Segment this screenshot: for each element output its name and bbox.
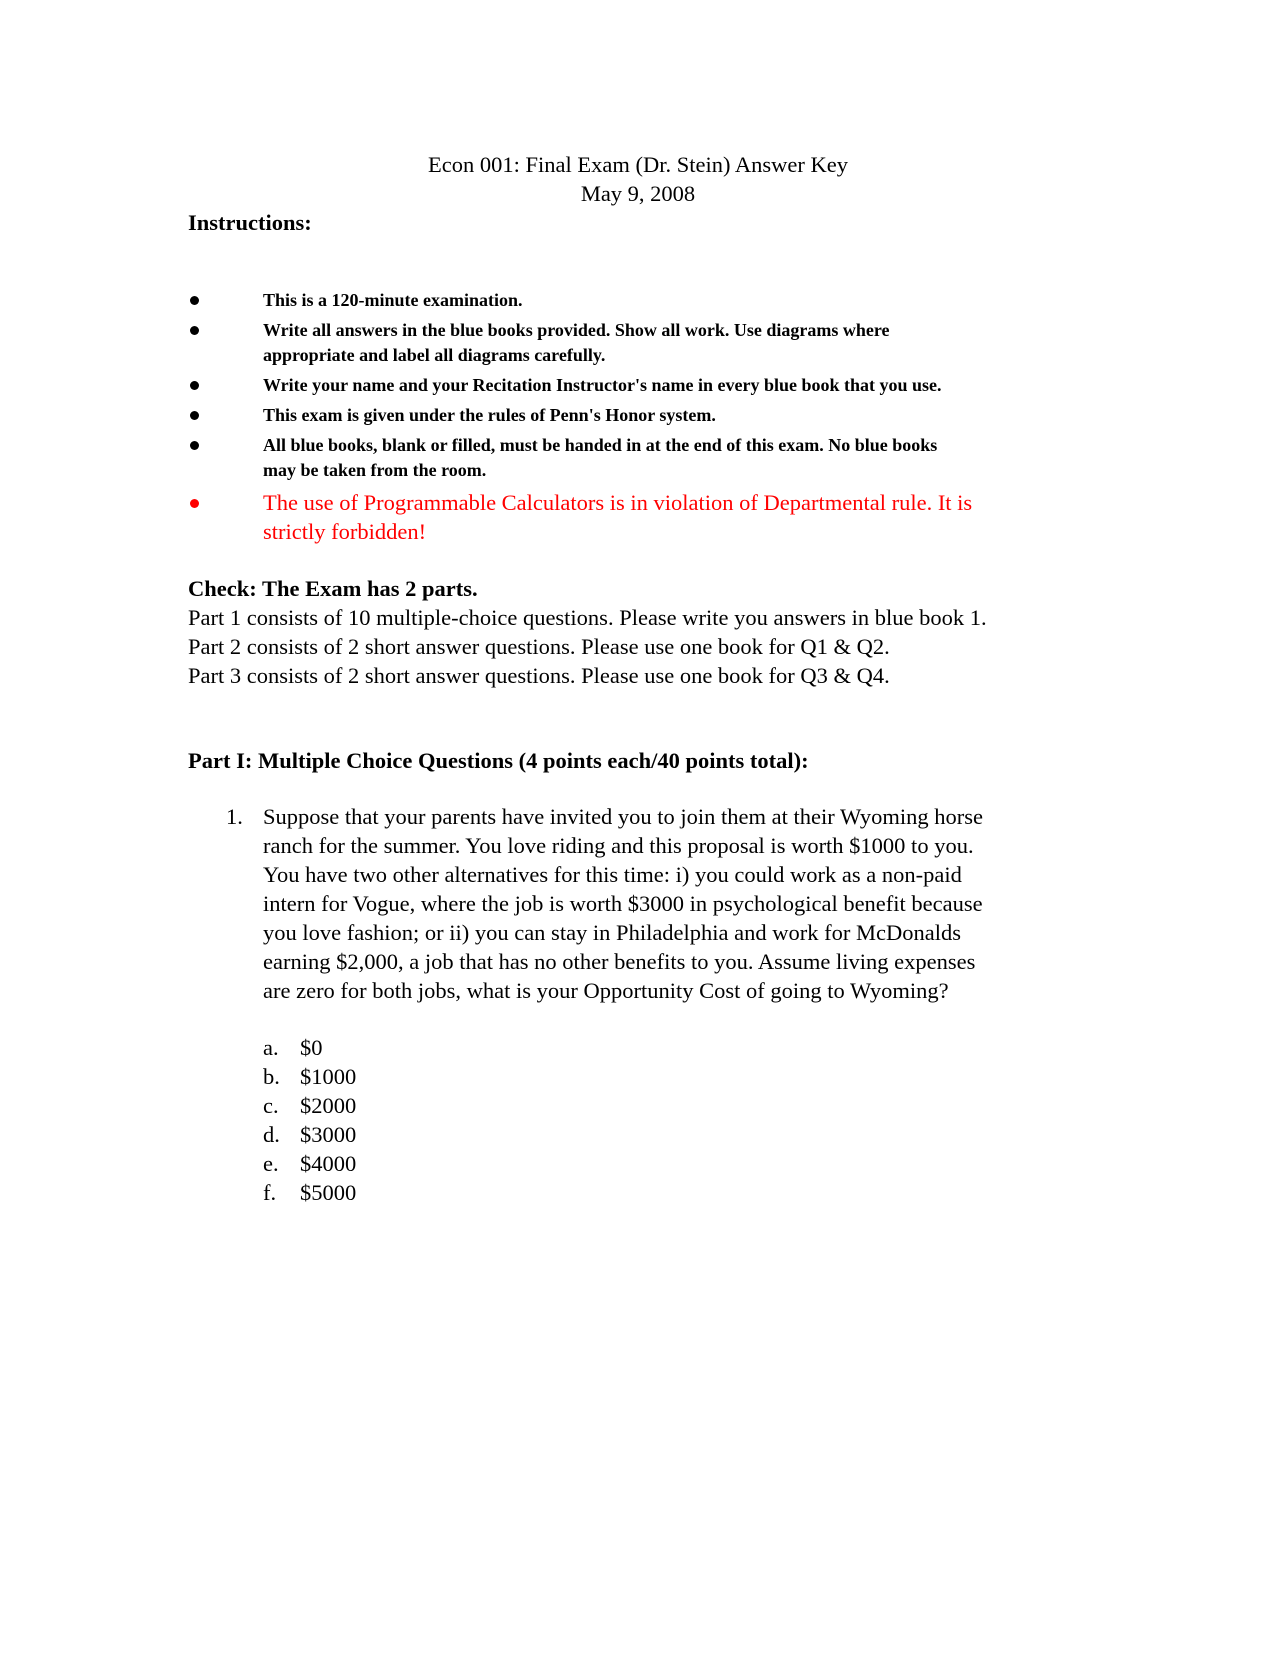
instruction-item	[188, 288, 1088, 313]
option-letter: c.	[263, 1093, 279, 1118]
part1-heading: Part I: Multiple Choice Questions (4 points each/40 points total):	[188, 748, 809, 773]
option-letter: d.	[263, 1122, 280, 1147]
instruction-line: All blue books, blank or filled, must be handed in at the end of this exam. No blue books	[263, 435, 938, 455]
answer-option	[263, 1149, 563, 1178]
instruction-line: This exam is given under the rules of Penn's Honor system.	[263, 405, 716, 425]
option-value: $3000	[300, 1122, 357, 1147]
warning-line: The use of Programmable Calculators is in violation of Departmental rule. It is	[263, 490, 973, 515]
question-text	[263, 802, 1073, 1005]
option-value: $0	[300, 1035, 323, 1060]
exam-title: Econ 001: Final Exam (Dr. Stein) Answer Key	[428, 152, 848, 177]
question-line: you love fashion; or ii) you can stay in Philadelphia and work for McDonalds	[263, 920, 961, 945]
option-letter: e.	[263, 1151, 279, 1176]
calculator-warning	[188, 488, 1088, 546]
option-value: $4000	[300, 1151, 357, 1176]
question-line: earning $2,000, a job that has no other benefits to you. Assume living expenses	[263, 949, 976, 974]
question-line: ranch for the summer. You love riding and this proposal is worth $1000 to you.	[263, 833, 974, 858]
instruction-line: This is a 120-minute examination.	[263, 290, 523, 310]
instruction-item	[188, 433, 1088, 483]
instruction-line: Write all answers in the blue books provided. Show all work. Use diagrams where	[263, 320, 890, 340]
warning-bullet-icon	[190, 499, 199, 508]
question-line: You have two other alternatives for this time: i) you could work as a non-paid	[263, 862, 962, 887]
check-line: Part 3 consists of 2 short answer questions. Please use one book for Q3 & Q4.	[188, 663, 890, 688]
bullet-icon	[190, 411, 199, 420]
bullet-icon	[190, 441, 199, 450]
answer-option	[263, 1091, 563, 1120]
option-letter: a.	[263, 1035, 279, 1060]
check-line: Part 2 consists of 2 short answer questions. Please use one book for Q1 & Q2.	[188, 634, 890, 659]
warning-line: strictly forbidden!	[263, 519, 427, 544]
exam-parts-check	[188, 574, 1108, 690]
instruction-line: appropriate and label all diagrams carefully.	[263, 345, 606, 365]
question-number: 1.	[226, 804, 243, 829]
exam-date: May 9, 2008	[580, 181, 696, 206]
instruction-line: Write your name and your Recitation Instructor's name in every blue book that you use.	[263, 375, 942, 395]
answer-option	[263, 1033, 563, 1062]
answer-option	[263, 1178, 563, 1207]
answer-option	[263, 1062, 563, 1091]
check-line: Part 1 consists of 10 multiple-choice questions. Please write you answers in blue book 1.	[188, 605, 987, 630]
instruction-item	[188, 373, 1088, 398]
option-value: $1000	[300, 1064, 357, 1089]
answer-option	[263, 1120, 563, 1149]
bullet-icon	[190, 381, 199, 390]
answer-options	[263, 1033, 563, 1207]
option-value: $2000	[300, 1093, 357, 1118]
exam-header	[188, 150, 1088, 208]
instructions-heading: Instructions:	[188, 210, 312, 235]
option-letter: b.	[263, 1064, 280, 1089]
instruction-item	[188, 318, 1088, 368]
option-letter: f.	[263, 1180, 277, 1205]
bullet-icon	[190, 296, 199, 305]
question-line: intern for Vogue, where the job is worth $3000 in psychological benefit because	[263, 891, 983, 916]
instruction-line: may be taken from the room.	[263, 460, 487, 480]
question-line: Suppose that your parents have invited you to join them at their Wyoming horse	[263, 804, 983, 829]
bullet-icon	[190, 326, 199, 335]
option-value: $5000	[300, 1180, 357, 1205]
question-line: are zero for both jobs, what is your Opportunity Cost of going to Wyoming?	[263, 978, 949, 1003]
instruction-item	[188, 403, 1088, 428]
check-title: Check: The Exam has 2 parts.	[188, 576, 478, 601]
instructions-list	[188, 288, 1088, 546]
